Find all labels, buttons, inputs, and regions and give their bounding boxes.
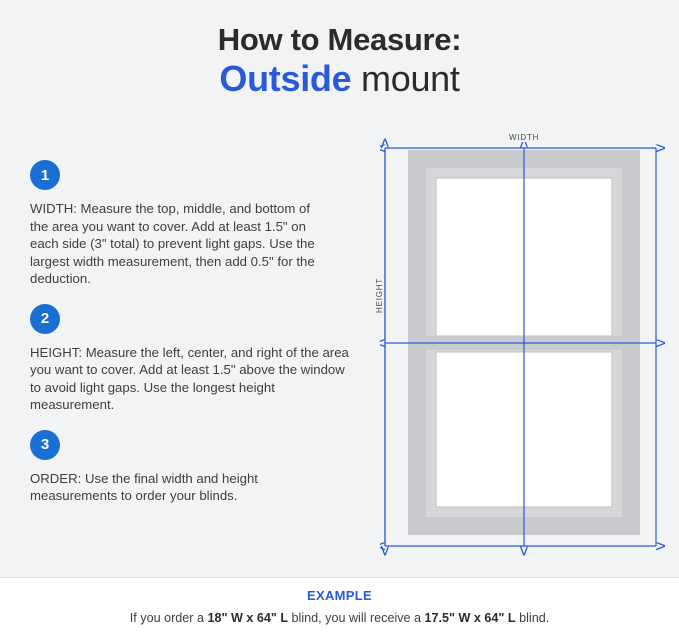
step-text-3: [30, 470, 330, 505]
example-heading: EXAMPLE: [307, 588, 372, 603]
steps-list: [30, 160, 370, 521]
step-text-1: [30, 200, 315, 288]
title-line-2: [0, 58, 679, 100]
step-badge-2: 2: [30, 304, 60, 334]
step-label-1: WIDTH:: [30, 201, 77, 216]
example-text-part1: If you order a: [129, 611, 208, 625]
step-body-3: Use the final width and height measurements to order your blinds.: [30, 470, 258, 503]
example-text: [0, 611, 679, 625]
height-dimension-label: HEIGHT: [375, 275, 384, 316]
example-text-part3: blind.: [515, 611, 550, 625]
step-badge-1: 1: [30, 160, 60, 190]
step-text-2: [30, 344, 355, 414]
step-badge-3: 3: [30, 430, 60, 460]
step-item-height: [30, 304, 370, 414]
title-accent-word: Outside: [219, 58, 352, 99]
step-body-1: Measure the top, middle, and bottom of the area you want to cover. Add at least 1.5" on each side (3" total) to prevent light gaps. Use the largest width measurement, then add 0.5" for the deduction.: [30, 201, 315, 286]
width-dimension-label: WIDTH: [506, 133, 542, 142]
window-diagram-svg: [380, 138, 665, 558]
example-order-size: 18" W x 64" L: [207, 611, 289, 625]
title-suffix-word: mount: [351, 58, 460, 99]
step-body-2: Measure the left, center, and right of the area you want to cover. Add at least 1.5" above the window to avoid light gaps. Use the longest height measurement.: [30, 344, 349, 412]
title-line-1: How to Measure:: [217, 22, 462, 57]
example-received-size: 17.5" W x 64" L: [424, 611, 516, 625]
example-text-part2: blind, you will receive a: [288, 611, 425, 625]
step-label-3: ORDER:: [30, 470, 82, 486]
page-title: [0, 22, 679, 100]
window-measurement-diagram: [375, 133, 665, 558]
example-footer: [0, 577, 679, 644]
step-item-order: [30, 430, 370, 505]
step-label-2: HEIGHT:: [30, 344, 83, 360]
step-item-width: [30, 160, 370, 288]
